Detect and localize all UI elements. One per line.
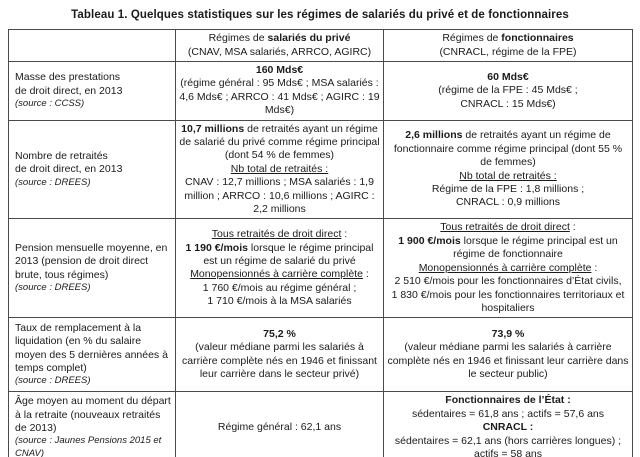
- row-source: (source : DREES): [15, 176, 91, 188]
- text-segment: Monopensionnés à carrière complète: [418, 261, 592, 274]
- text-segment: Pension mensuelle moyenne, en 2013 (pension de droit direct brute, tous régimes): [15, 242, 168, 281]
- text-segment: de retraités ayant un régime de salarié du privé comme régime principal (dont 54 % de femmes): [179, 122, 380, 162]
- text-segment: 1 760 €/mois au régime général ;: [202, 281, 357, 294]
- table-row-masse-prestations: [9, 62, 633, 121]
- text-segment: fonctionnaires: [501, 32, 574, 45]
- text-segment: :: [569, 221, 576, 234]
- header-row: [9, 30, 633, 62]
- text-segment: (valeur médiane parmi les salariés à carrière complète nés en 1946 et finissant leur carrière dans le secteur privé): [182, 341, 377, 381]
- row-label-cell: [9, 318, 176, 392]
- row-source: (source : CCSS): [15, 97, 85, 109]
- text-segment: actifs = 58 ans: [474, 447, 542, 457]
- text-segment: de droit direct, en 2013: [15, 84, 123, 97]
- text-segment: (CNRACL, régime de la FPE): [439, 45, 577, 58]
- row-label: [15, 395, 172, 435]
- table-row-taux-remplacement: [9, 318, 633, 392]
- row-source: (source : DREES): [15, 375, 91, 387]
- text-segment: Monopensionnés à carrière complète: [190, 268, 363, 281]
- text-segment: Régime général : 62,1 ans: [217, 421, 342, 434]
- text-segment: 1 830 €/mois pour les fonctionnaires territoriaux et hospitaliers: [391, 288, 625, 314]
- text-segment: 60 Mds€: [487, 70, 529, 83]
- text-segment: Tous retraités de droit direct: [440, 221, 570, 234]
- cell-public: [384, 219, 633, 318]
- text-segment: 73,9 %: [491, 328, 525, 340]
- text-segment: lorsque le régime principal est un régime de fonctionnaire: [453, 234, 618, 261]
- text-segment: 1 190 €/mois: [185, 241, 248, 254]
- text-segment: Régime de la FPE : 1,8 millions ;: [431, 182, 585, 195]
- text-segment: Âge moyen au moment du départ à la retraite (nouveaux retraités de 2013): [15, 395, 171, 435]
- text-segment: CNRACL : 0,9 millions: [455, 196, 561, 209]
- header-cell-private: [176, 30, 384, 62]
- cell-private: [176, 120, 384, 219]
- text-segment: CNRACL :: [482, 421, 534, 434]
- text-segment: 2 510 €/mois pour les fonctionnaires d’État civils,: [394, 275, 622, 288]
- corner-cell: [9, 30, 176, 62]
- text-segment: 75,2 %: [263, 328, 296, 340]
- text-segment: salariés du privé: [267, 32, 351, 45]
- row-label-cell: [9, 62, 176, 121]
- row-label-cell: [9, 219, 176, 318]
- text-segment: 1 710 €/mois à la MSA salariés: [207, 295, 352, 308]
- text-segment: 1 900 €/mois: [398, 234, 461, 247]
- text-segment: de retraités ayant un régime de fonctionnaire comme régime principal (dont 55 % de femmes): [393, 129, 623, 169]
- text-segment: sédentaires = 61,8 ans ; actifs = 57,6 ans: [411, 407, 605, 420]
- table-row-nombre-retraites: [9, 120, 633, 219]
- row-source: (source : Jaunes Pensions 2015 et CNAV): [15, 435, 162, 457]
- text-segment: Tous retraités de droit direct: [211, 228, 342, 241]
- text-segment: Nombre de retraités: [15, 149, 108, 162]
- text-segment: Fonctionnaires de l’État :: [445, 394, 571, 407]
- row-label-cell: [9, 392, 176, 457]
- text-segment: (CNAV, MSA salariés, ARRCO, AGIRC): [187, 45, 372, 58]
- text-segment: CNRACL : 15 Mds€): [460, 97, 556, 110]
- cell-public: [384, 62, 633, 121]
- text-segment: Régimes de: [208, 32, 268, 45]
- text-segment: lorsque le régime principal est un régime de salarié du privé: [203, 241, 374, 267]
- text-segment: 160 Mds€: [255, 64, 304, 76]
- text-segment: 2,6 millions: [405, 129, 463, 142]
- cell-public: [384, 392, 633, 457]
- text-segment: 10,7 millions: [181, 122, 245, 135]
- row-label-cell: [9, 120, 176, 219]
- text-segment: :: [341, 228, 348, 241]
- text-segment: (régime de la FPE : 45 Mds€ ;: [438, 84, 578, 97]
- row-source: (source : DREES): [15, 282, 91, 294]
- cell-private: [176, 318, 384, 392]
- cell-private: [176, 392, 384, 457]
- text-segment: CNAV : 12,7 millions ; MSA salariés : 1,9 million ; ARRCO : 10,6 millions ; AGIRC : 2,2 millions: [184, 176, 375, 216]
- text-segment: Masse des prestations: [15, 71, 121, 84]
- text-segment: Taux de remplacement à la liquidation (en % du salaire moyen des 5 dernières années à temps complet): [15, 321, 168, 374]
- cell-private: [176, 219, 384, 318]
- text-segment: (valeur médiane parmi les salariés à carrière complète nés en 1946 et finissant leur carrière dans le secteur public): [387, 341, 629, 381]
- row-label: [15, 322, 172, 376]
- cell-public: [384, 318, 633, 392]
- row-label: [15, 242, 172, 282]
- table-row-pension-moyenne: [9, 219, 633, 318]
- text-segment: de droit direct, en 2013: [15, 163, 123, 176]
- cell-public: [384, 120, 633, 219]
- cell-private: [176, 62, 384, 121]
- text-segment: (régime général : 95 Mds€ ; MSA salariés : 4,6 Mds€ ; ARRCO : 41 Mds€ ; AGIRC : 19 Mds€): [179, 77, 380, 117]
- text-segment: Nb total de retraités :: [459, 169, 557, 182]
- text-segment: Régimes de: [442, 32, 502, 45]
- table-title: Tableau 1. Quelques statistiques sur les régimes de salariés du privé et de fonctionnaires: [71, 9, 569, 21]
- header-cell-public: [384, 30, 633, 62]
- text-segment: Nb total de retraités :: [230, 162, 329, 175]
- row-label: [15, 71, 172, 98]
- row-label: [15, 150, 172, 177]
- table-row-age-depart: [9, 392, 633, 457]
- stats-table: [8, 29, 633, 457]
- text-segment: sédentaires = 62,1 ans (hors carrières longues) ;: [394, 434, 622, 447]
- text-segment: :: [362, 268, 369, 281]
- text-segment: :: [591, 261, 598, 274]
